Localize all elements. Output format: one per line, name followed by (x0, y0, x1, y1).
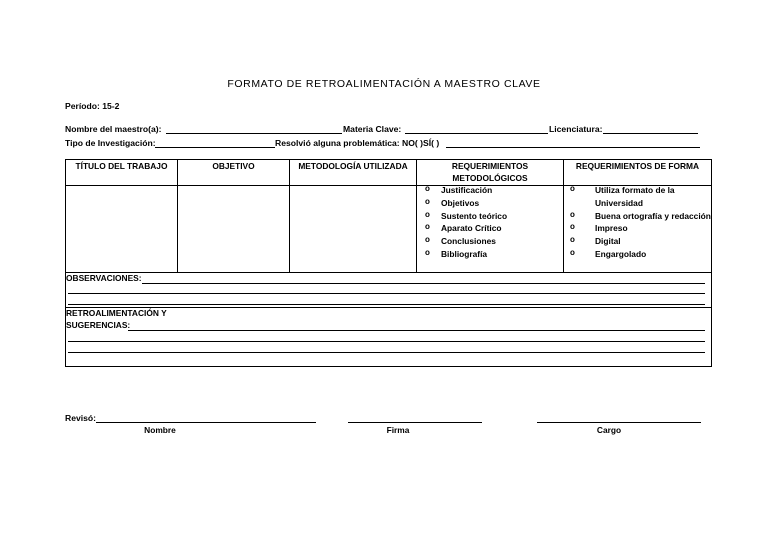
cell-metodologia[interactable] (290, 186, 417, 273)
periodo-label: Período: 15-2 (65, 101, 120, 111)
cargo-line (537, 422, 701, 423)
observaciones-label: OBSERVACIONES: (66, 273, 142, 283)
obs-line-2 (68, 293, 705, 294)
firma-caption: Firma (386, 425, 410, 435)
tipo-line (155, 147, 275, 148)
licenciatura-line (603, 133, 698, 134)
retro-label-1: RETROALIMENTACIÓN Y (66, 308, 167, 318)
nombre-line (96, 422, 316, 423)
list-item: o Justificación (417, 184, 563, 197)
reviso-label: Revisó: (65, 413, 97, 423)
firma-line (348, 422, 482, 423)
retroalimentacion-cell[interactable] (66, 308, 712, 367)
resolvio-line (446, 147, 700, 148)
list-item: o Sustento teórico (417, 210, 563, 223)
table-body-row (66, 186, 712, 273)
header-metodologia: METODOLOGÍA UTILIZADA (290, 160, 417, 186)
cell-objetivo[interactable] (178, 186, 290, 273)
resolvio-label: Resolvió alguna problemática: NO( )SÍ( ) (275, 138, 440, 148)
list-item: o Impreso (564, 222, 711, 235)
list-item: o Digital (564, 235, 711, 248)
document-title: FORMATO DE RETROALIMENTACIÓN A MAESTRO CLAVE (227, 78, 541, 90)
cargo-caption: Cargo (596, 425, 622, 435)
header-objetivo: OBJETIVO (178, 160, 290, 186)
header-req-forma: REQUERIMIENTOS DE FORMA (564, 160, 712, 186)
materia-line (405, 133, 548, 134)
header-req-metodologicos: REQUERIMIENTOS METODOLÓGICOS (417, 160, 564, 186)
list-item: o Utiliza formato de la Universidad (564, 184, 711, 210)
retro-line-1 (128, 330, 705, 331)
list-item: o Objetivos (417, 197, 563, 210)
retro-line-2 (68, 341, 705, 342)
nombre-caption: Nombre (144, 425, 176, 435)
tipo-label: Tipo de Investigación: (65, 138, 156, 148)
list-item: o Engargolado (564, 248, 711, 261)
header-titulo: TÍTULO DEL TRABAJO (66, 160, 178, 186)
list-item: o Conclusiones (417, 235, 563, 248)
licenciatura-label: Licenciatura: (549, 124, 603, 134)
list-item: o Buena ortografía y redacción (564, 210, 711, 223)
maestro-line (166, 133, 342, 134)
cell-titulo[interactable] (66, 186, 178, 273)
cell-req-metodologicos (417, 186, 564, 273)
retro-line-3 (68, 352, 705, 353)
cell-req-forma (564, 186, 712, 273)
observaciones-cell[interactable] (66, 273, 712, 308)
retroalimentacion-row (66, 308, 712, 367)
evaluation-table (65, 159, 712, 367)
obs-line-3 (68, 304, 705, 305)
maestro-label: Nombre del maestro(a): (65, 124, 162, 134)
table-header-row (66, 160, 712, 186)
list-item: o Aparato Crítico (417, 222, 563, 235)
observaciones-row (66, 273, 712, 308)
obs-line-1 (142, 283, 705, 284)
retro-label-2: SUGERENCIAS: (66, 320, 131, 330)
list-item: o Bibliografía (417, 248, 563, 261)
materia-label: Materia Clave: (343, 124, 402, 134)
